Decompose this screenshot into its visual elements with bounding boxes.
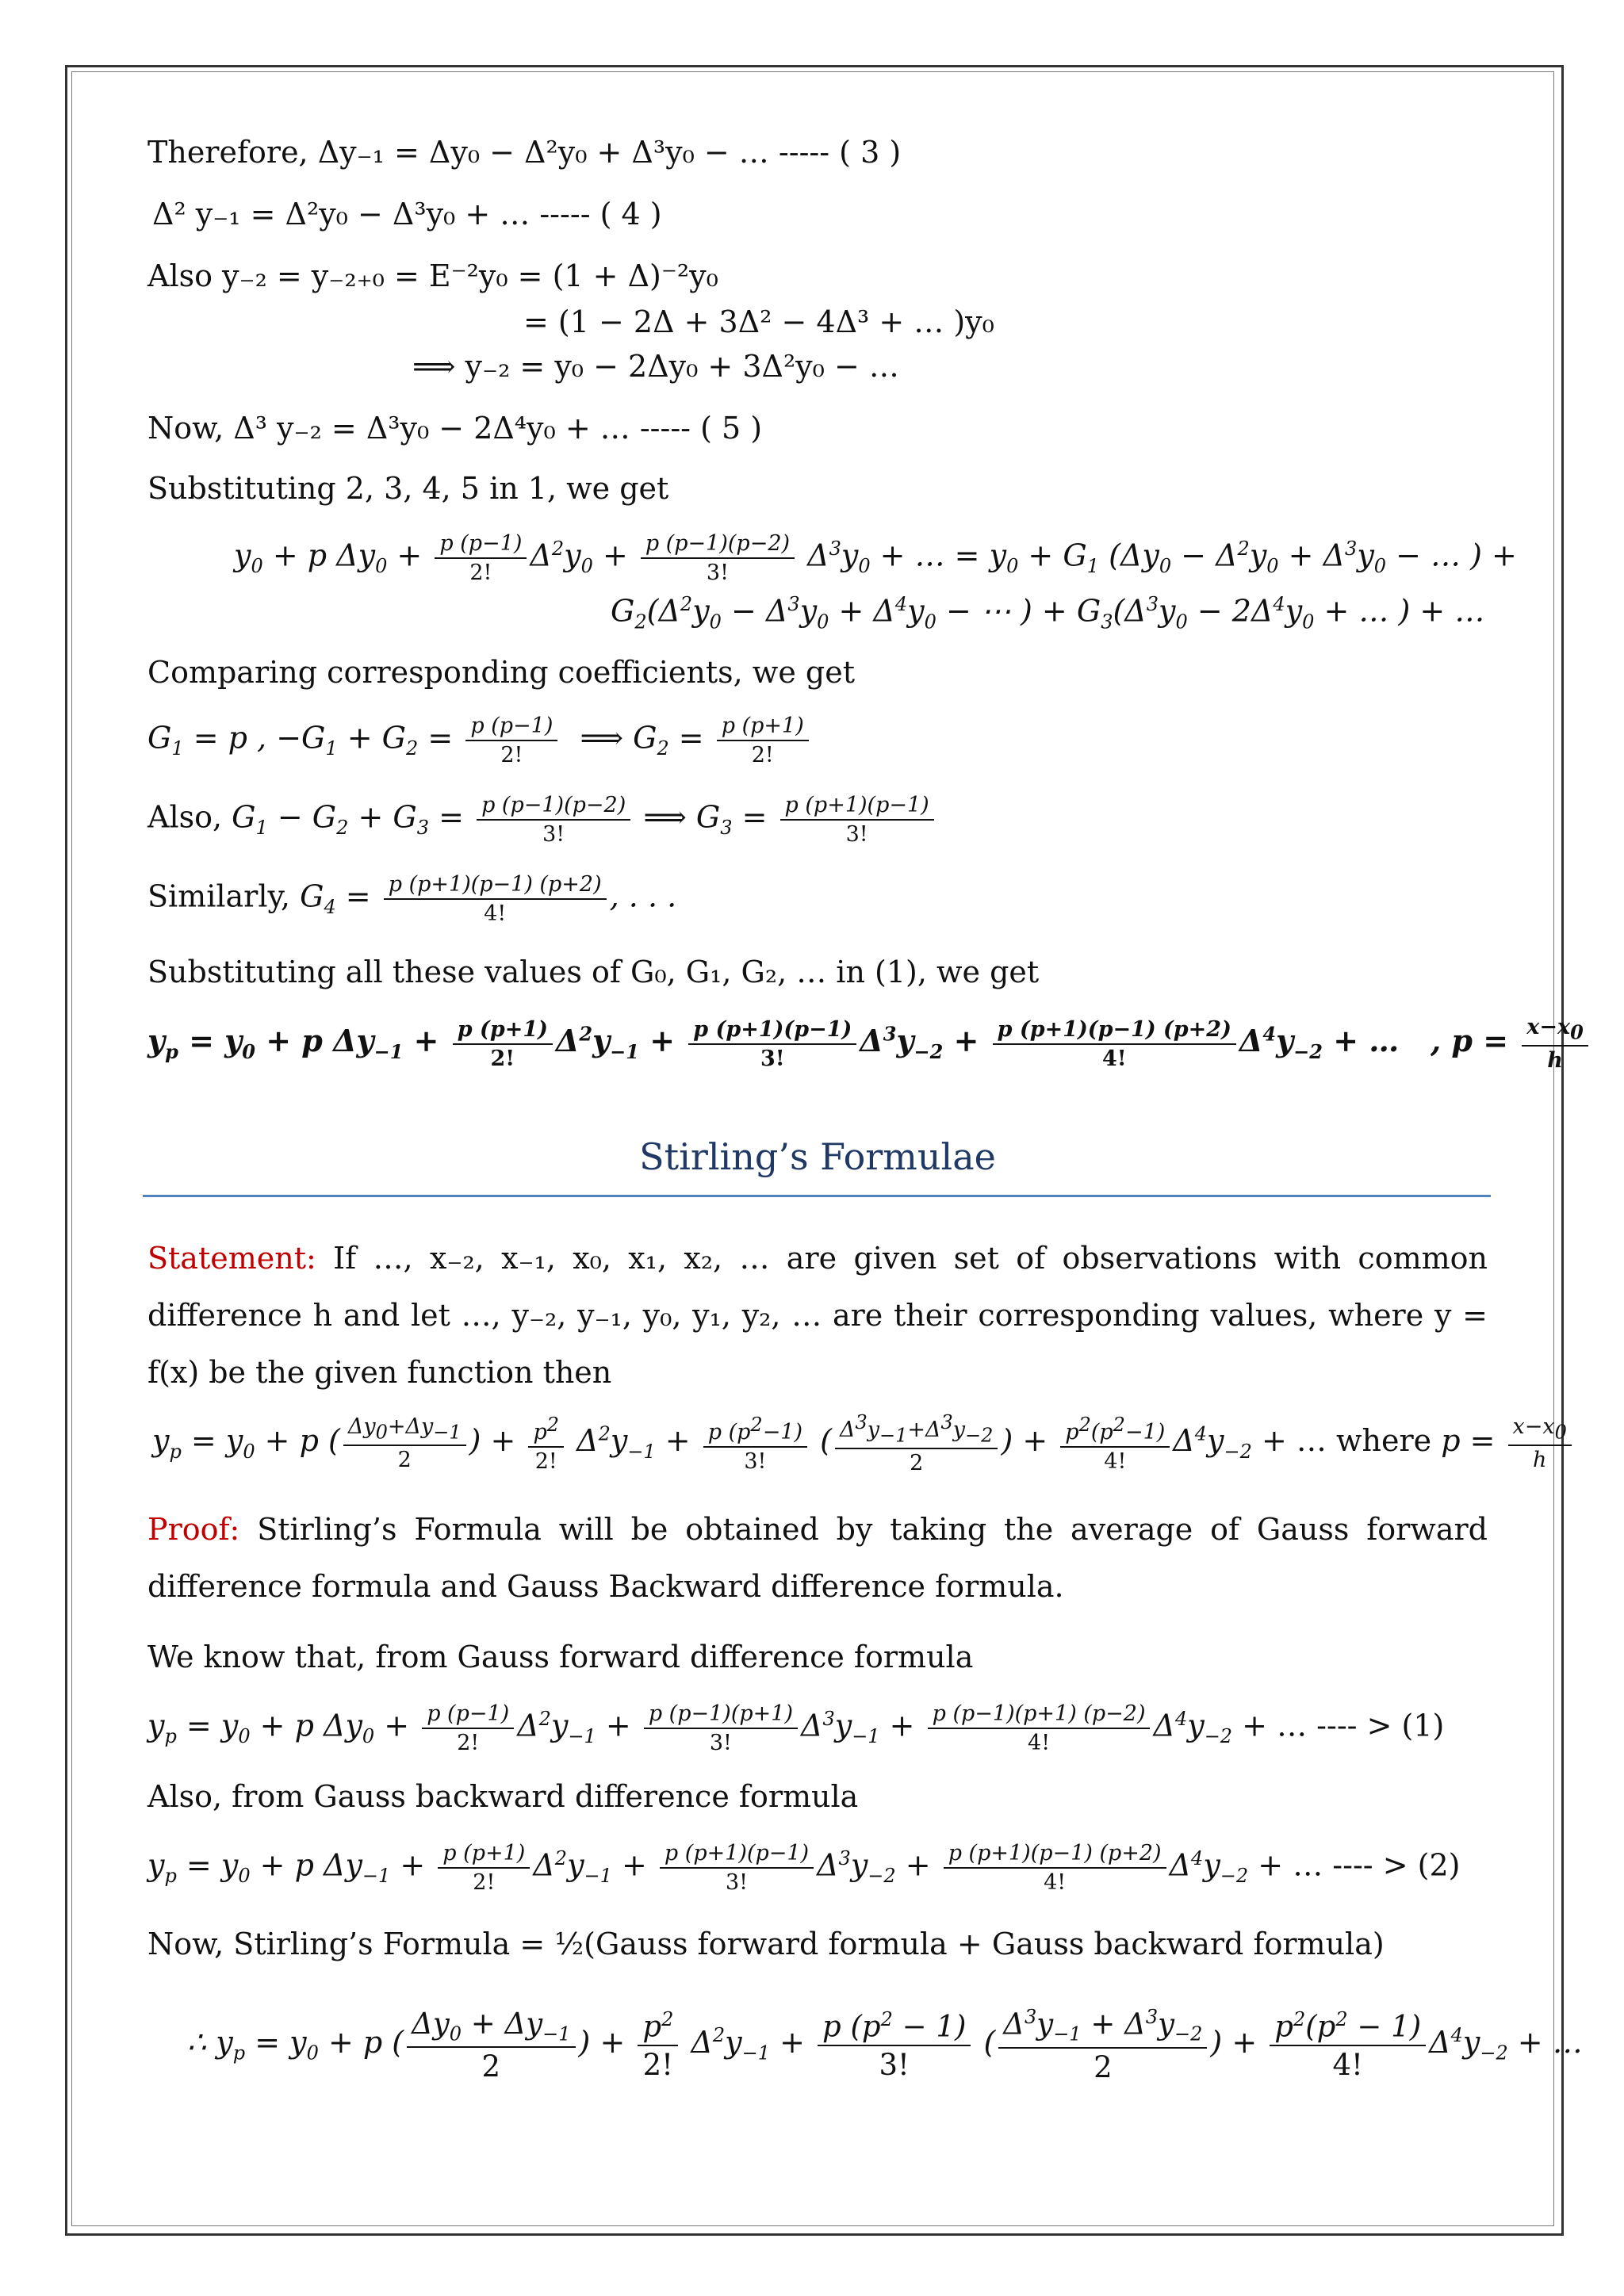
section-heading: Stirling’s Formulae [639,1135,996,1178]
statement-text: If …, x₋₂, x₋₁, x₀, x₁, x₂, … are given set of observations with common difference h and let …, y₋₂, y₋₁, y₀, y₁, y₂, … are their corresponding values, where y = f(x) be the given function then [147,1241,1488,1390]
equation-implies: ⟹ y₋₂ = y₀ − 2Δy₀ + 3Δ²y₀ − … [412,349,899,384]
equation-y-minus-2: Also y₋₂ = y₋₂₊₀ = E⁻²y₀ = (1 + Δ)⁻²y₀ [147,258,718,293]
equation-4: Δ² y₋₁ = Δ²y₀ − Δ³y₀ + … ----- ( 4 ) [152,197,662,232]
substituting-all-text: Substituting all these values of G₀, G₁, G₂, … in (1), we get [147,955,1040,989]
g2-equation: $G_1 = p$ , $-G_1 + G_2$ = $\frac{p (p-1)}{2!}$ ⟹ $G_2$ = $\frac{p (p+1)}{2!}$ [147,714,812,767]
proof-label: Proof: [147,1512,240,1547]
substituted-equation-line-2: $G_2(\Delta^2y_0 - \Delta^3y_0 + \Delta^4y_0$ − ⋯ ) + $G_3(\Delta^3y_0 - 2\Delta^4y_0$ + … ) + … [611,593,1485,633]
proof-text: Stirling’s Formula will be obtained by taking the average of Gauss forward difference formula and Gauss Backward difference formula. [147,1512,1488,1604]
statement-label: Statement: [147,1241,316,1276]
proof-paragraph [147,1501,1488,1615]
also-backward-text: Also, from Gauss backward difference formula [147,1779,859,1814]
stirling-definition: Now, Stirling’s Formula = ½(Gauss forward formula + Gauss backward formula) [147,1927,1385,1961]
gauss-backward-formula: $y_p = y_0 + p$ $\Delta y_{-1}$ + $\frac{p (p+1)}{2!}$ $\Delta^2y_{-1}$ + $\frac{p (p+1)(p-1)}{3!}$ $\Delta^3y_{-2}$ + $\frac{p (p+1)(p-1) (p+2)}{4!}$ $\Delta^4y_{-2}$ + … ---- > (2) [147,1841,1461,1895]
we-know-text: We know that, from Gauss forward difference formula [147,1640,974,1674]
heading-underline [143,1195,1491,1197]
equation-expansion: = (1 − 2Δ + 3Δ² − 4Δ³ + … )y₀ [523,304,994,339]
stirling-final-formula: ∴ $y_p = y_0 + p$ ( $\frac{\Delta y_0 + \Delta y_{-1}}{2}$ ) + $\frac{p^2}{2!}$ $\Delta^2y_{-1}$ + $\frac{p (p^2 - 1)}{3!}$ ( $\frac{\Delta^3y_{-1} + \Delta^3y_{-2}}{2}$ ) + $\frac{p^2(p^2 - 1)}{4!}$ $\Delta^4y_{-2}$ + … [187,2006,1583,2084]
statement-paragraph [147,1230,1488,1401]
substituted-equation-line-1: $y_0 + p$ $\Delta y_0$ + $\frac{p (p-1)}{2!}$ $\Delta^2y_0$ + $\frac{p (p-1)(p-2)}{3!}$ $\Delta^3y_0$ + … = $y_0 + G_1$ ($\Delta y_0 - \Delta^2y_0 + \Delta^3y_0$ − … ) + [234,531,1517,585]
g4-equation: Similarly, $G_4$ = $\frac{p (p+1)(p-1) (p+2)}{4!}$ , . . . [147,872,677,926]
gauss-backward-result: $y_p = y_0 + p$ $\Delta y_{-1}$ + $\frac{p (p+1)}{2!}$ $\Delta^2y_{-1}$ + $\frac{p (p+1)(p-1)}{3!}$ $\Delta^3y_{-2}$ + $\frac{p (p+1)(p-1) (p+2)}{4!}$ $\Delta^4y_{-2}$ + … , p = $\frac{x-x_0}{h}$ [147,1015,1591,1073]
gauss-forward-formula: $y_p = y_0 + p$ $\Delta y_0$ + $\frac{p (p-1)}{2!}$ $\Delta^2y_{-1}$ + $\frac{p (p-1)(p+1)}{3!}$ $\Delta^3y_{-1}$ + $\frac{p (p-1)(p+1) (p-2)}{4!}$ $\Delta^4y_{-2}$ + … ---- > (1) [147,1701,1445,1755]
equation-3: Therefore, Δy₋₁ = Δy₀ − Δ²y₀ + Δ³y₀ − … ----- ( 3 ) [147,135,902,170]
stirling-formula-statement: $y_p = y_0 + p$ ( $\frac{\Delta y_0+\Delta y_{-1}}{2}$ ) + $\frac{p^2}{2!}$ $\Delta^2y_{-1}$ + $\frac{p (p^2-1)}{3!}$ ( $\frac{\Delta^3y_{-1}+\Delta^3y_{-2}}{2}$ ) + $\frac{p^2(p^2-1)}{4!}$ $\Delta^4y_{-2}$ + … where p = $\frac{x-x_0}{h}$ [152,1411,1575,1475]
g3-equation: Also, $G_1 - G_2 + G_3$ = $\frac{p (p-1)(p-2)}{3!}$ ⟹ $G_3$ = $\frac{p (p+1)(p-1)}{3!}$ [147,793,937,847]
equation-5: Now, Δ³ y₋₂ = Δ³y₀ − 2Δ⁴y₀ + … ----- ( 5 ) [147,411,763,446]
substituting-text: Substituting 2, 3, 4, 5 in 1, we get [147,471,669,506]
comparing-text: Comparing corresponding coefficients, we get [147,655,855,690]
